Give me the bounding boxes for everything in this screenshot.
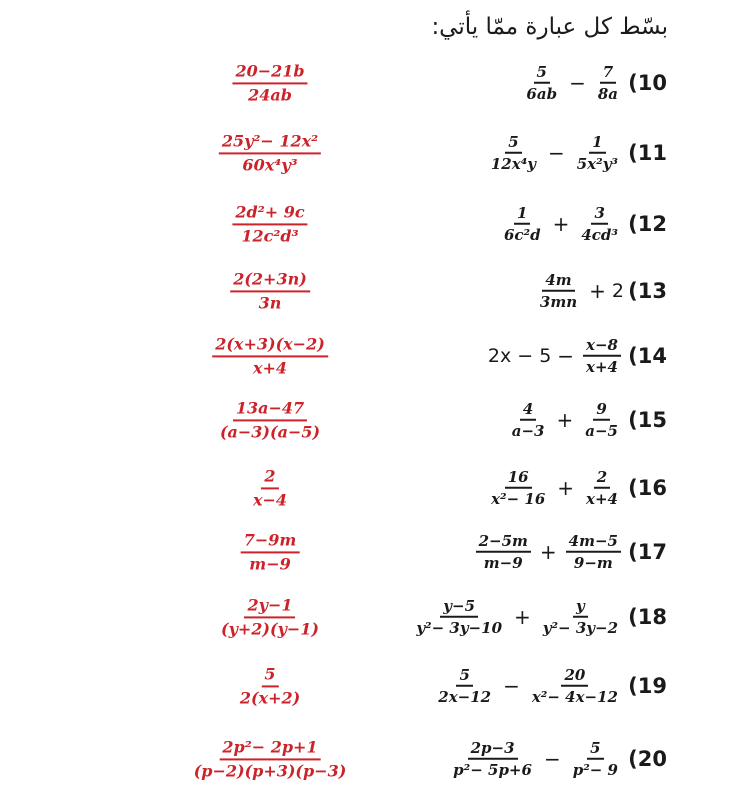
operator: − bbox=[557, 344, 575, 368]
answer-denominator: (p−2)(p+3)(p−3) bbox=[193, 761, 347, 780]
numerator: y−5 bbox=[440, 596, 478, 618]
fraction bbox=[488, 132, 539, 175]
numerator: 16 bbox=[505, 467, 532, 489]
answer-denominator: x−4 bbox=[252, 490, 288, 509]
answer-fraction bbox=[232, 201, 307, 246]
operator: − bbox=[543, 747, 561, 771]
numerator: 2−5m bbox=[476, 531, 531, 553]
denominator: p²− 5p+6 bbox=[453, 761, 532, 779]
denominator: 5x²y³ bbox=[576, 155, 618, 173]
numerator: 5 bbox=[456, 665, 472, 687]
exercise-row-18 bbox=[0, 587, 756, 647]
operator: + bbox=[556, 408, 574, 432]
denominator: a−5 bbox=[585, 422, 618, 440]
denominator: x+4 bbox=[586, 490, 618, 508]
answer-numerator: 2(x+3)(x−2) bbox=[212, 333, 328, 357]
operator: + bbox=[539, 540, 557, 564]
leading-term: 2x − 5 bbox=[487, 345, 552, 367]
exercise-number: (15 bbox=[628, 408, 667, 432]
constant-term: 2 bbox=[611, 280, 624, 302]
operator: − bbox=[503, 674, 520, 698]
exercise-row-20 bbox=[0, 729, 756, 789]
answer-denominator: 2(x+2) bbox=[239, 688, 301, 707]
fraction bbox=[570, 738, 621, 781]
exercise-row-17 bbox=[0, 522, 756, 582]
exercise-row-15 bbox=[0, 390, 756, 450]
operator: − bbox=[547, 141, 565, 165]
numerator: 4 bbox=[520, 399, 536, 421]
answer-denominator: 60x⁴y³ bbox=[242, 155, 298, 174]
denominator: 6ab bbox=[526, 85, 558, 103]
exercise-row-11 bbox=[0, 123, 756, 183]
answer-numerator: 2d²+ 9c bbox=[232, 201, 307, 225]
exercise-number: (17 bbox=[628, 540, 667, 564]
answer-numerator: 2 bbox=[261, 465, 278, 489]
fraction bbox=[435, 665, 494, 708]
fraction bbox=[523, 62, 560, 105]
answer-denominator: (y+2)(y−1) bbox=[221, 619, 319, 638]
exercise-row-10 bbox=[0, 53, 756, 113]
answer-denominator: m−9 bbox=[249, 554, 291, 573]
exercise-number: (12 bbox=[628, 212, 667, 236]
exercise-number: (14 bbox=[628, 344, 667, 368]
instruction-title: بسّط كل عبارة ممّا يأتي: bbox=[431, 14, 668, 40]
exercise-number: (19 bbox=[628, 674, 667, 698]
operator: − bbox=[569, 71, 586, 95]
denominator: y²− 3y−10 bbox=[416, 619, 502, 637]
answer bbox=[234, 663, 306, 708]
numerator: 2 bbox=[594, 467, 610, 489]
denominator: 4cd³ bbox=[581, 226, 618, 244]
denominator: x+4 bbox=[586, 358, 618, 376]
answer-fraction bbox=[217, 397, 323, 442]
answer-numerator: 5 bbox=[261, 663, 278, 687]
denominator: x²− 4x−12 bbox=[531, 688, 618, 706]
answer-fraction bbox=[191, 736, 350, 781]
question-expression bbox=[488, 335, 624, 378]
operator: + bbox=[589, 279, 606, 303]
fraction bbox=[450, 738, 535, 781]
fraction bbox=[583, 335, 621, 378]
operator: + bbox=[514, 605, 531, 629]
fraction bbox=[566, 531, 621, 574]
operator: + bbox=[557, 476, 575, 500]
answer bbox=[209, 333, 331, 378]
numerator: 7 bbox=[600, 62, 616, 84]
fraction bbox=[488, 467, 548, 510]
numerator: 4m−5 bbox=[566, 531, 621, 553]
numerator: 9 bbox=[593, 399, 609, 421]
answer-numerator: 2y−1 bbox=[245, 594, 296, 618]
exercise-number: (13 bbox=[628, 279, 667, 303]
fraction bbox=[582, 399, 621, 442]
numerator: 2p−3 bbox=[468, 738, 518, 760]
denominator: 12x⁴y bbox=[490, 155, 536, 173]
exercise-number: (20 bbox=[628, 747, 667, 771]
denominator: 9−m bbox=[573, 554, 613, 572]
question-expression bbox=[498, 203, 624, 246]
exercise-row-16 bbox=[0, 458, 756, 518]
answer bbox=[214, 397, 326, 442]
answer-fraction bbox=[218, 594, 322, 639]
exercise-number: (11 bbox=[628, 141, 667, 165]
numerator: 20 bbox=[561, 665, 588, 687]
answer bbox=[216, 130, 324, 175]
fraction bbox=[501, 203, 544, 246]
fraction bbox=[476, 531, 531, 574]
answer bbox=[188, 736, 353, 781]
operator: + bbox=[552, 212, 570, 236]
fraction bbox=[537, 270, 580, 313]
fraction bbox=[583, 467, 621, 510]
exercise-number: (16 bbox=[628, 476, 667, 500]
answer-fraction bbox=[219, 130, 321, 175]
denominator: 2x−12 bbox=[438, 688, 492, 706]
answer bbox=[238, 529, 303, 574]
answer-numerator: 25y²− 12x² bbox=[219, 130, 321, 154]
answer-fraction bbox=[237, 663, 303, 708]
question-expression bbox=[485, 467, 624, 510]
answer bbox=[229, 60, 310, 105]
question-expression bbox=[534, 270, 624, 313]
fraction bbox=[595, 62, 621, 105]
numerator: x−8 bbox=[583, 335, 621, 357]
answer-fraction bbox=[241, 529, 300, 574]
answer-fraction bbox=[232, 60, 307, 105]
denominator: 3mn bbox=[539, 293, 578, 311]
numerator: 5 bbox=[534, 62, 550, 84]
numerator: 1 bbox=[514, 203, 530, 225]
question-expression bbox=[432, 665, 624, 708]
denominator: y²− 3y−2 bbox=[542, 619, 618, 637]
numerator: 5 bbox=[587, 738, 603, 760]
answer bbox=[229, 201, 310, 246]
answer-denominator: 24ab bbox=[248, 85, 292, 104]
answer bbox=[227, 268, 313, 313]
denominator: 6c²d bbox=[503, 226, 541, 244]
numerator: y bbox=[573, 596, 588, 618]
numerator: 3 bbox=[591, 203, 607, 225]
answer-fraction bbox=[230, 268, 310, 313]
question-expression bbox=[410, 596, 624, 639]
numerator: 4m bbox=[542, 270, 574, 292]
fraction bbox=[509, 399, 548, 442]
denominator: p²− 9 bbox=[572, 761, 618, 779]
question-expression bbox=[485, 132, 624, 175]
fraction bbox=[413, 596, 505, 639]
question-expression bbox=[506, 399, 624, 442]
fraction bbox=[578, 203, 621, 246]
numerator: 1 bbox=[589, 132, 605, 154]
denominator: m−9 bbox=[483, 554, 523, 572]
fraction bbox=[529, 665, 621, 708]
denominator: x²− 16 bbox=[491, 490, 546, 508]
exercise-row-12 bbox=[0, 194, 756, 254]
answer-numerator: 20−21b bbox=[232, 60, 307, 84]
answer-denominator: 12c²d³ bbox=[241, 226, 299, 245]
exercise-number: (18 bbox=[628, 605, 667, 629]
answer-denominator: x+4 bbox=[252, 358, 288, 377]
answer-numerator: 13a−47 bbox=[233, 397, 307, 421]
answer-denominator: 3n bbox=[258, 293, 282, 312]
answer-fraction bbox=[250, 465, 290, 510]
answer-numerator: 2(2+3n) bbox=[230, 268, 310, 292]
exercise-number: (10 bbox=[628, 71, 667, 95]
answer-numerator: 2p²− 2p+1 bbox=[219, 736, 320, 760]
denominator: 8a bbox=[597, 85, 618, 103]
answer-numerator: 7−9m bbox=[241, 529, 300, 553]
answer bbox=[247, 465, 293, 510]
answer bbox=[215, 594, 325, 639]
exercise-row-19 bbox=[0, 656, 756, 716]
question-expression bbox=[447, 738, 624, 781]
question-expression bbox=[473, 531, 624, 574]
answer-denominator: (a−3)(a−5) bbox=[219, 422, 321, 441]
answer-fraction bbox=[212, 333, 328, 378]
fraction bbox=[540, 596, 621, 639]
denominator: a−3 bbox=[511, 422, 545, 440]
fraction bbox=[574, 132, 621, 175]
exercise-row-13 bbox=[0, 261, 756, 321]
question-expression bbox=[520, 62, 624, 105]
exercise-row-14 bbox=[0, 326, 756, 386]
numerator: 5 bbox=[505, 132, 521, 154]
